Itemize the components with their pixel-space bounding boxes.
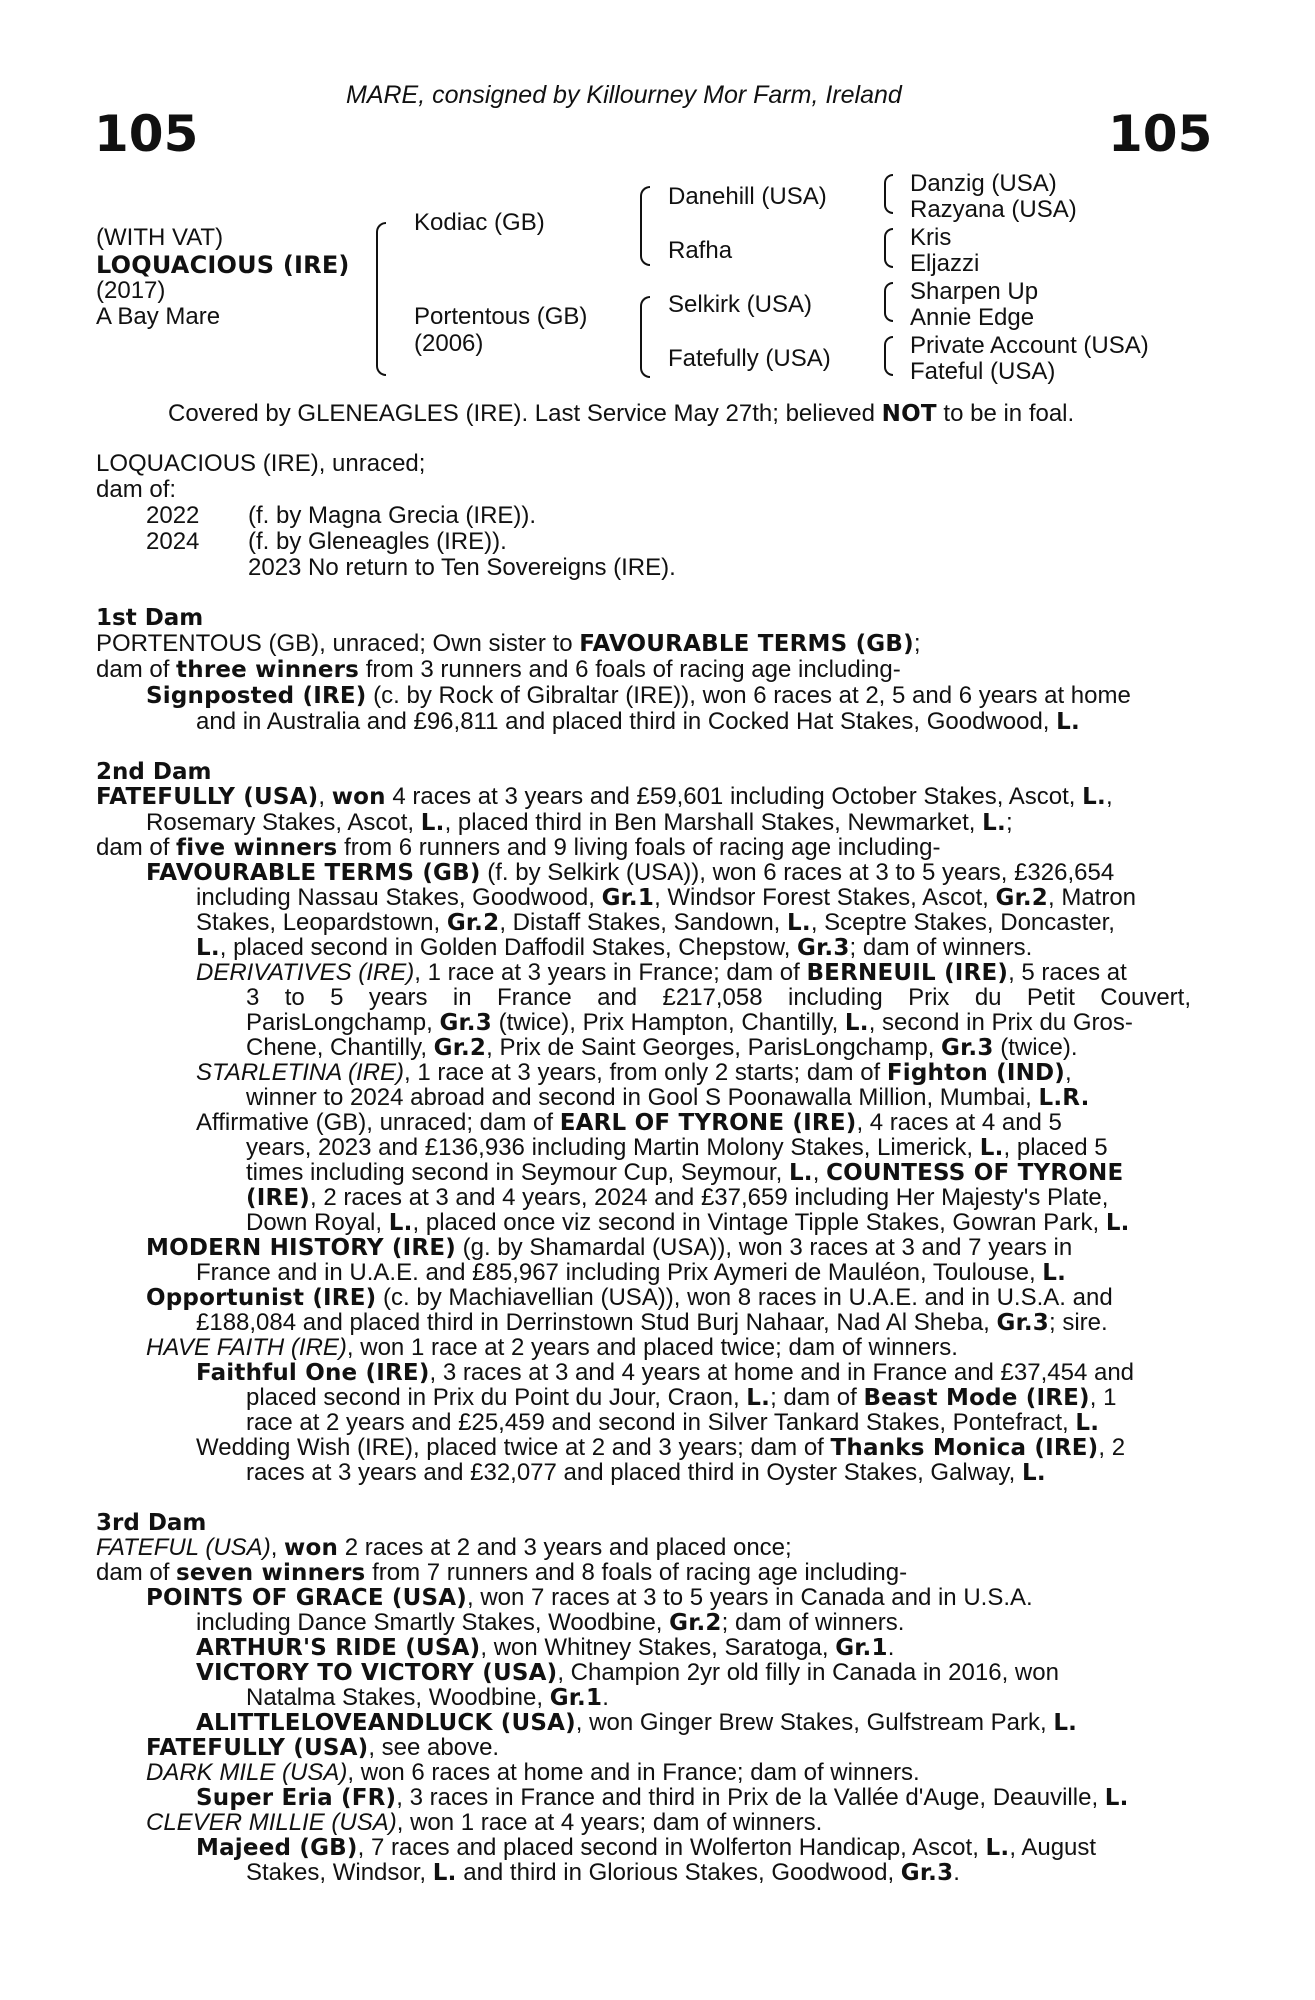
gg1: Danzig (USA) bbox=[910, 170, 1057, 197]
affirmative-line4: (IRE), 2 races at 3 and 4 years, 2024 and £37,659 including Her Majesty's Plate, bbox=[246, 1184, 1109, 1211]
gg6: Annie Edge bbox=[910, 304, 1035, 331]
derivatives-line2: 3 to 5 years in France and £217,058 including Prix du Petit Couvert, bbox=[246, 984, 1191, 1011]
affirmative-line1: Affirmative (GB), unraced; dam of EARL OF TYRONE (IRE), 4 races at 4 and 5 bbox=[196, 1109, 1062, 1136]
affirmative-line3: times including second in Seymour Cup, Seymour, L., COUNTESS OF TYRONE bbox=[246, 1159, 1124, 1186]
victory-to-victory-line2: Natalma Stakes, Woodbine, Gr.1. bbox=[246, 1684, 609, 1711]
faithful-one-line1: Faithful One (IRE), 3 races at 3 and 4 years at home and in France and £37,454 and bbox=[196, 1359, 1135, 1386]
opportunist-line1: Opportunist (IRE) (c. by Machiavellian (USA)), won 8 races in U.A.E. and in U.S.A. and bbox=[146, 1284, 1113, 1311]
covered-after: to be in foal. bbox=[936, 400, 1075, 427]
sire-sire: Danehill (USA) bbox=[668, 183, 827, 210]
favourable-terms-line4: L., placed second in Golden Daffodil Stakes, Chepstow, Gr.3; dam of winners. bbox=[196, 934, 1033, 961]
produce-year-2022: 2022 bbox=[146, 502, 200, 529]
second-dam-line1: FATEFULLY (USA), won 4 races at 3 years and £59,601 including October Stakes, Ascot, L., bbox=[96, 783, 1113, 810]
wedding-wish-line1: Wedding Wish (IRE), placed twice at 2 and 3 years; dam of Thanks Monica (IRE), 2 bbox=[196, 1434, 1126, 1461]
covered-line bbox=[168, 401, 1074, 427]
horse-year: (2017) bbox=[96, 277, 166, 304]
produce-2023: 2023 No return to Ten Sovereigns (IRE). bbox=[248, 554, 676, 581]
wedding-wish-line2: races at 3 years and £32,077 and placed third in Oyster Stakes, Galway, L. bbox=[246, 1459, 1046, 1486]
super-eria-line1: Super Eria (FR), 3 races in France and third in Prix de la Vallée d'Auge, Deauville, L. bbox=[196, 1784, 1129, 1811]
derivatives-line3: ParisLongchamp, Gr.3 (twice), Prix Hampton, Chantilly, L., second in Prix du Gros- bbox=[246, 1009, 1133, 1036]
fatefully-line1: FATEFULLY (USA), see above. bbox=[146, 1734, 500, 1761]
majeed-line2: Stakes, Windsor, L. and third in Glorious Stakes, Goodwood, Gr.3. bbox=[246, 1859, 960, 1886]
favourable-terms-line2: including Nassau Stakes, Goodwood, Gr.1, Windsor Forest Stakes, Ascot, Gr.2, Matron bbox=[196, 884, 1137, 911]
third-dam-line2: dam of seven winners from 7 runners and 8 foals of racing age including- bbox=[96, 1559, 908, 1586]
consignment-line: MARE, consigned by Killourney Mor Farm, Ireland bbox=[346, 81, 902, 109]
majeed-line1: Majeed (GB), 7 races and placed second in Wolferton Handicap, Ascot, L., August bbox=[196, 1834, 1097, 1861]
starletina-line2: winner to 2024 abroad and second in Gool S Poonawalla Million, Mumbai, L.R. bbox=[246, 1084, 1090, 1111]
points-of-grace-line2: including Dance Smartly Stakes, Woodbine, Gr.2; dam of winners. bbox=[196, 1609, 905, 1636]
gg3: Kris bbox=[910, 224, 952, 251]
starletina-line1: STARLETINA (IRE), 1 race at 3 years, from only 2 starts; dam of Fighton (IND), bbox=[196, 1059, 1072, 1086]
lot-number-left: 105 bbox=[94, 105, 199, 163]
modern-history-line1: MODERN HISTORY (IRE) (g. by Shamardal (USA)), won 3 races at 3 and 7 years in bbox=[146, 1234, 1073, 1261]
covered-not: NOT bbox=[881, 401, 937, 427]
third-dam-heading: 3rd Dam bbox=[96, 1510, 207, 1536]
dam-dam: Fatefully (USA) bbox=[668, 345, 831, 372]
gg5: Sharpen Up bbox=[910, 278, 1039, 305]
dam: Portentous (GB) bbox=[414, 303, 588, 330]
brace-gg2 bbox=[884, 228, 893, 268]
produce-year-2024: 2024 bbox=[146, 528, 200, 555]
brace-gg3 bbox=[884, 282, 893, 322]
produce-line1: LOQUACIOUS (IRE), unraced; bbox=[96, 450, 426, 477]
sire-dam: Rafha bbox=[668, 237, 733, 264]
third-dam-line1: FATEFUL (USA), won 2 races at 2 and 3 years and placed once; bbox=[96, 1534, 792, 1561]
first-dam-line1: PORTENTOUS (GB), unraced; Own sister to FAVOURABLE TERMS (GB); bbox=[96, 630, 921, 657]
victory-to-victory-line1: VICTORY TO VICTORY (USA), Champion 2yr old filly in Canada in 2016, won bbox=[196, 1659, 1059, 1686]
dam-year: (2006) bbox=[414, 330, 484, 357]
clever-millie-line1: CLEVER MILLIE (USA), won 1 race at 4 years; dam of winners. bbox=[146, 1809, 823, 1836]
gg4: Eljazzi bbox=[910, 250, 980, 277]
favourable-terms-line3: Stakes, Leopardstown, Gr.2, Distaff Stakes, Sandown, L., Sceptre Stakes, Doncaster, bbox=[196, 909, 1115, 936]
points-of-grace-line1: POINTS OF GRACE (USA), won 7 races at 3 to 5 years in Canada and in U.S.A. bbox=[146, 1584, 1033, 1611]
dark-mile-line1: DARK MILE (USA), won 6 races at home and in France; dam of winners. bbox=[146, 1759, 920, 1786]
derivatives-line1: DERIVATIVES (IRE), 1 race at 3 years in France; dam of BERNEUIL (IRE), 5 races at bbox=[196, 959, 1127, 986]
second-dam-heading: 2nd Dam bbox=[96, 759, 212, 785]
brace-dam bbox=[640, 296, 650, 378]
horse-name: LOQUACIOUS (IRE) bbox=[96, 251, 350, 279]
gg8: Fateful (USA) bbox=[910, 358, 1056, 385]
lot-number-right: 105 bbox=[1108, 105, 1213, 163]
brace-horse bbox=[376, 222, 386, 376]
sire: Kodiac (GB) bbox=[414, 209, 545, 236]
first-dam-heading: 1st Dam bbox=[96, 605, 204, 631]
derivatives-line4: Chene, Chantilly, Gr.2, Prix de Saint Georges, ParisLongchamp, Gr.3 (twice). bbox=[246, 1034, 1078, 1061]
modern-history-line2: France and in U.A.E. and £85,967 including Prix Aymeri de Mauléon, Toulouse, L. bbox=[196, 1259, 1067, 1286]
brace-sire bbox=[640, 186, 650, 266]
second-dam-line3: dam of five winners from 6 runners and 9 living foals of racing age including- bbox=[96, 834, 941, 861]
alittleloveandluck-line1: ALITTLELOVEANDLUCK (USA), won Ginger Brew Stakes, Gulfstream Park, L. bbox=[196, 1709, 1078, 1736]
covered-text: Covered by GLENEAGLES (IRE). Last Service May 27th; believed bbox=[168, 400, 882, 427]
gg7: Private Account (USA) bbox=[910, 332, 1149, 359]
opportunist-line2: £188,084 and placed third in Derrinstown Stud Burj Nahaar, Nad Al Sheba, Gr.3; sire. bbox=[196, 1309, 1108, 1336]
affirmative-line2: years, 2023 and £136,936 including Martin Molony Stakes, Limerick, L., placed 5 bbox=[246, 1134, 1108, 1161]
vat-note: (WITH VAT) bbox=[96, 224, 224, 251]
brace-gg4 bbox=[884, 336, 893, 376]
have-faith-line1: HAVE FAITH (IRE), won 1 race at 2 years and placed twice; dam of winners. bbox=[146, 1334, 958, 1361]
dam-sire: Selkirk (USA) bbox=[668, 291, 813, 318]
favourable-terms-line1: FAVOURABLE TERMS (GB) (f. by Selkirk (USA)), won 6 races at 3 to 5 years, £326,654 bbox=[146, 859, 1115, 886]
first-dam-line2: dam of three winners from 3 runners and 6 foals of racing age including- bbox=[96, 656, 901, 683]
horse-description: A Bay Mare bbox=[96, 303, 221, 330]
second-dam-line2: Rosemary Stakes, Ascot, L., placed third in Ben Marshall Stakes, Newmarket, L.; bbox=[146, 809, 1013, 836]
produce-2022: (f. by Magna Grecia (IRE)). bbox=[248, 502, 537, 529]
produce-line2: dam of: bbox=[96, 476, 177, 503]
brace-gg1 bbox=[884, 174, 893, 214]
faithful-one-line2: placed second in Prix du Point du Jour, Craon, L.; dam of Beast Mode (IRE), 1 bbox=[246, 1384, 1117, 1411]
gg2: Razyana (USA) bbox=[910, 196, 1077, 223]
first-dam-line4: and in Australia and £96,811 and placed third in Cocked Hat Stakes, Goodwood, L. bbox=[196, 708, 1080, 735]
affirmative-line5: Down Royal, L., placed once viz second in Vintage Tipple Stakes, Gowran Park, L. bbox=[246, 1209, 1130, 1236]
first-dam-line3: Signposted (IRE) (c. by Rock of Gibraltar (IRE)), won 6 races at 2, 5 and 6 years at home bbox=[146, 682, 1131, 709]
arthurs-ride-line1: ARTHUR'S RIDE (USA), won Whitney Stakes, Saratoga, Gr.1. bbox=[196, 1634, 895, 1661]
produce-2024: (f. by Gleneagles (IRE)). bbox=[248, 528, 507, 555]
faithful-one-line3: race at 2 years and £25,459 and second in Silver Tankard Stakes, Pontefract, L. bbox=[246, 1409, 1100, 1436]
